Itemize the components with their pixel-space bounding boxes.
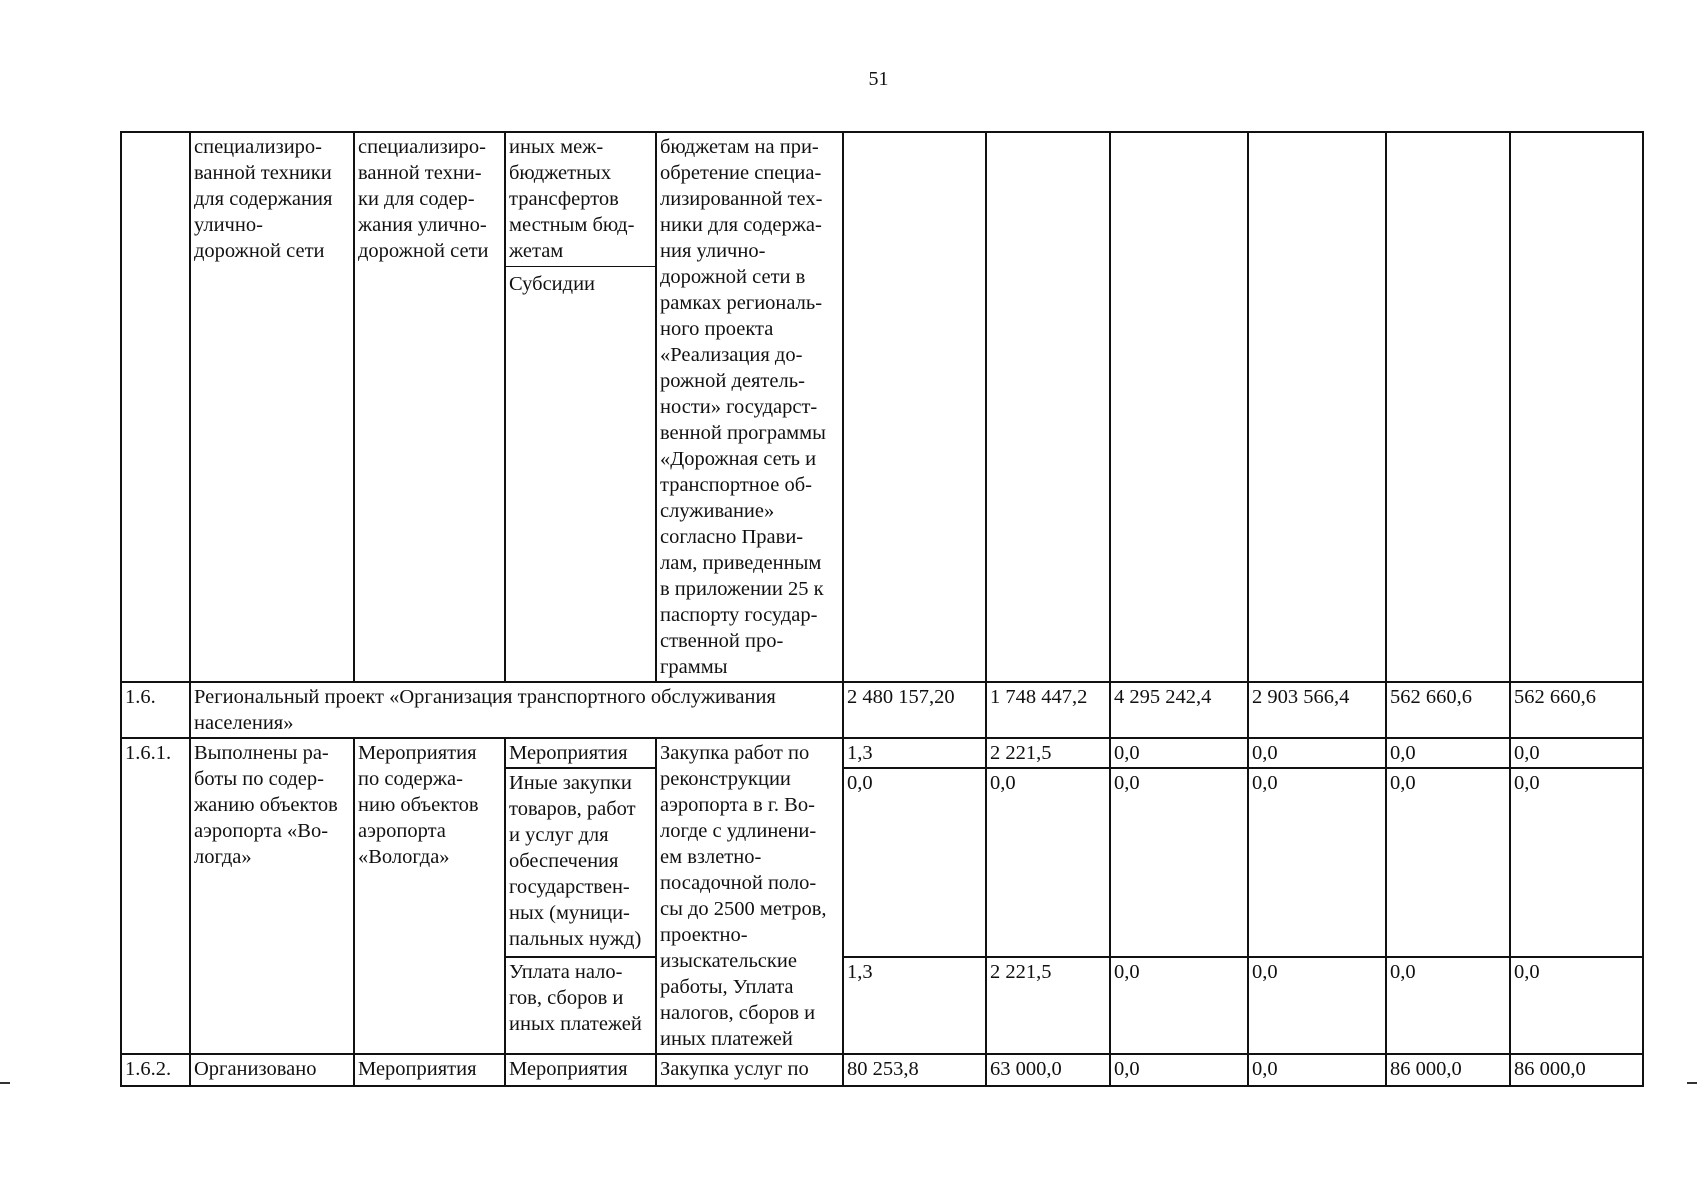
code-cell: 1.6. xyxy=(121,682,190,738)
event-cell: специализиро- ванной техни- ки для содер- жания улично- дорожной сети xyxy=(354,132,505,682)
table-row xyxy=(121,738,1643,768)
value-cell: 0,0 xyxy=(1248,738,1386,768)
description-cell: Закупка услуг по xyxy=(656,1054,843,1086)
expense-type-cell: Мероприятия xyxy=(505,1054,656,1086)
table-row xyxy=(121,1054,1643,1086)
value-cell: 562 660,6 xyxy=(1510,682,1643,738)
value-cell: 0,0 xyxy=(1248,768,1386,956)
value-cell xyxy=(1510,132,1643,682)
value-cell: 0,0 xyxy=(1248,957,1386,1054)
value-cell: 0,0 xyxy=(1386,768,1510,956)
value-cell: 562 660,6 xyxy=(1386,682,1510,738)
expense-type-top: иных меж- бюджетных трансфертов местным бюд- жетам xyxy=(506,134,655,267)
value-cell xyxy=(843,132,986,682)
value-cell: 4 295 242,4 xyxy=(1110,682,1248,738)
value-cell: 0,0 xyxy=(1510,957,1643,1054)
project-title-cell: Региональный проект «Организация транспортного обслуживания населения» xyxy=(190,682,843,738)
value-cell: 2 221,5 xyxy=(986,738,1110,768)
expense-type-bottom: Субсидии xyxy=(509,273,596,295)
table-row xyxy=(121,682,1643,738)
budget-table xyxy=(120,131,1644,1087)
result-cell: специализиро- ванной техники для содержания улично- дорожной сети xyxy=(190,132,354,682)
value-cell xyxy=(1386,132,1510,682)
value-cell: 0,0 xyxy=(1386,738,1510,768)
table-row xyxy=(121,132,1643,682)
value-cell xyxy=(986,132,1110,682)
value-cell: 0,0 xyxy=(986,768,1110,956)
value-cell: 0,0 xyxy=(1110,768,1248,956)
expense-type-cell: Мероприятия xyxy=(505,738,656,768)
description-cell: бюджетам на при- обретение специа- лизированной тех- ники для содержа- ния улично- дорожной сети в рамках региональ- ного проекта «Реализация до- рожной деятель- ности» государст- венной программы «Дорожная сеть и транспортное об- служивание» согласно Прави- лам, приведенным в приложении 25 к паспорту государ- ственной про- граммы xyxy=(656,132,843,682)
event-cell: Мероприятия xyxy=(354,1054,505,1086)
value-cell: 86 000,0 xyxy=(1386,1054,1510,1086)
value-cell: 1,3 xyxy=(843,738,986,768)
result-cell: Организовано xyxy=(190,1054,354,1086)
scan-edge-mark xyxy=(1687,1082,1697,1084)
value-cell: 2 903 566,4 xyxy=(1248,682,1386,738)
expense-type-cell: Иные закупки товаров, работ и услуг для обеспечения государствен- ных (муници- пальных нужд) xyxy=(505,768,656,956)
value-cell: 2 221,5 xyxy=(986,957,1110,1054)
code-cell xyxy=(121,132,190,682)
page-number: 51 xyxy=(868,68,889,90)
value-cell: 0,0 xyxy=(843,768,986,956)
expense-type-cell: Уплата нало- гов, сборов и иных платежей xyxy=(505,957,656,1054)
value-cell xyxy=(1248,132,1386,682)
value-cell: 0,0 xyxy=(1110,738,1248,768)
value-cell: 1,3 xyxy=(843,957,986,1054)
value-cell: 0,0 xyxy=(1110,957,1248,1054)
value-cell: 0,0 xyxy=(1386,957,1510,1054)
result-cell: Выполнены ра- боты по содер- жанию объектов аэропорта «Во- логда» xyxy=(190,738,354,1054)
code-cell: 1.6.2. xyxy=(121,1054,190,1086)
value-cell: 2 480 157,20 xyxy=(843,682,986,738)
budget-table-wrapper xyxy=(120,131,1642,1080)
value-cell: 0,0 xyxy=(1510,768,1643,956)
scan-edge-mark xyxy=(0,1082,10,1084)
event-cell: Мероприятия по содержа- нию объектов аэропорта «Вологда» xyxy=(354,738,505,1054)
value-cell: 80 253,8 xyxy=(843,1054,986,1086)
value-cell: 0,0 xyxy=(1110,1054,1248,1086)
expense-type-cell xyxy=(505,132,656,682)
value-cell: 1 748 447,2 xyxy=(986,682,1110,738)
value-cell xyxy=(1110,132,1248,682)
description-cell: Закупка работ по реконструкции аэропорта в г. Во- логде с удлинени- ем взлетно- посадочной поло- сы до 2500 метров, проектно- изыскательские работы, Уплата налогов, сборов и иных платежей xyxy=(656,738,843,1054)
value-cell: 0,0 xyxy=(1248,1054,1386,1086)
value-cell: 86 000,0 xyxy=(1510,1054,1643,1086)
code-cell: 1.6.1. xyxy=(121,738,190,1054)
value-cell: 63 000,0 xyxy=(986,1054,1110,1086)
value-cell: 0,0 xyxy=(1510,738,1643,768)
